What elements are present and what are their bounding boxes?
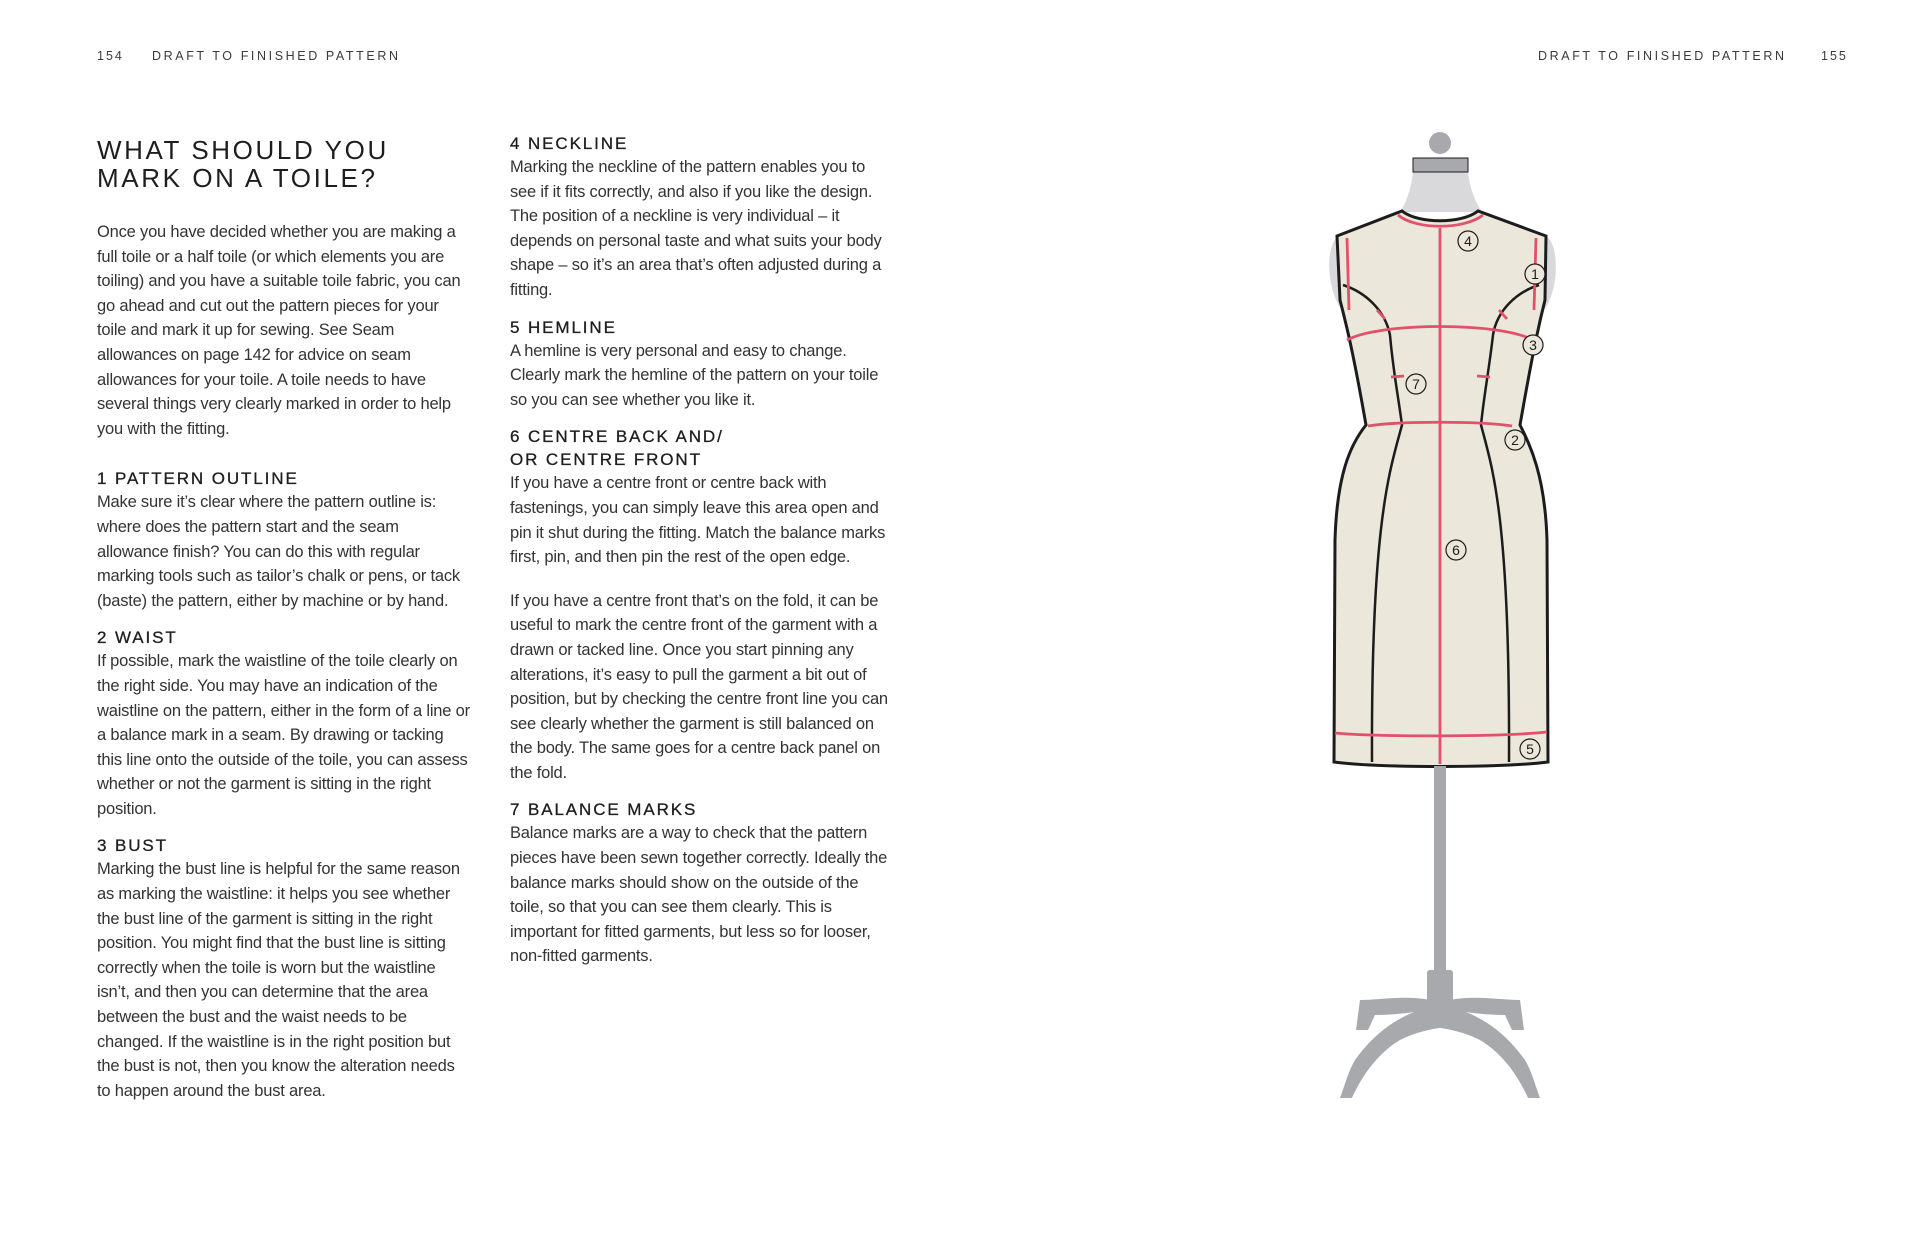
svg-text:3: 3 [1529, 337, 1537, 353]
right-running-head: DRAFT TO FINISHED PATTERN [1538, 49, 1787, 63]
title-line-1: WHAT SHOULD YOU [97, 135, 389, 165]
svg-text:5: 5 [1526, 741, 1534, 757]
section-heading: 7 BALANCE MARKS [510, 800, 698, 820]
section-body: Marking the bust line is helpful for the same reason as marking the waistline: it helps you see whether the bust line of the garment is sitting in the right position. You might find that the bust line is sitting correctly when the toile is worn but the waistline isn’t, and then you can determine that the area between the bust and the waist needs to be changed. If the waistline is in the right position but the bust is not, then you know the alteration needs to happen around the bust area. [97, 860, 460, 1100]
heading-line-1: 6 CENTRE BACK AND/ [510, 427, 724, 447]
section-body: A hemline is very personal and easy to change. Clearly mark the hemline of the pattern on your toile so you can see whether you like it. [510, 341, 879, 409]
section-heading: 1 PATTERN OUTLINE [97, 469, 299, 489]
svg-text:6: 6 [1452, 542, 1460, 558]
balance-mark [1477, 376, 1490, 377]
svg-text:1: 1 [1531, 266, 1539, 282]
section-body: Marking the neckline of the pattern enables you to see if it fits correctly, and also if you like the design. The position of a neckline is very individual – it depends on personal taste and what suits your body shape – so it’s an area that’s often adjusted during a fitting. [510, 158, 882, 299]
right-page-number: 155 [1821, 49, 1848, 63]
section-body: If possible, mark the waistline of the toile clearly on the right side. You may have an indication of the waistline on the pattern, either in the form of a line or a balance mark in a seam. By drawing or tacking this line onto the outside of the toile, you can assess whether or not the garment is sitting in the right position. [97, 652, 470, 818]
svg-text:7: 7 [1412, 376, 1420, 392]
outline-left-marking [1347, 238, 1349, 310]
section-heading: 3 BUST [97, 836, 168, 856]
svg-text:4: 4 [1464, 233, 1472, 249]
section-heading: 2 WAIST [97, 628, 178, 648]
section-heading: 5 HEMLINE [510, 317, 617, 337]
section-heading: 4 NECKLINE [510, 134, 629, 153]
dress-form-stand [1340, 766, 1540, 1098]
heading-line-2: OR CENTRE FRONT [510, 450, 702, 470]
title-line-2: MARK ON A TOILE? [97, 163, 378, 193]
intro-paragraph: Once you have decided whether you are making a full toile or a half toile (or which elements you are toiling) and you have a suitable toile fabric, you can go ahead and cut out the pattern pieces for your toile and mark it up for sewing. See Seam allowances on page 142 for advice on seam allowances for your toile. A toile needs to have several things very clearly marked in order to help you with the fitting. [97, 223, 461, 438]
balance-mark [1391, 376, 1404, 377]
section-body: Balance marks are a way to check that the pattern pieces have been sewn together correctly. Ideally the balance marks should show on the outside of the toile, so that you can see them clearly. This is important for fitted garments, but less so for looser, non-fitted garments. [510, 824, 888, 966]
section-body: If you have a centre front that’s on the fold, it can be useful to mark the centre front of the garment with a drawn or tacked line. Once you start pinning any alterations, it’s easy to pull the garment a bit out of position, but by checking the centre front line you can see clearly whether the garment is still balanced on the body. The same goes for a centre back panel on the fold. [510, 591, 888, 782]
svg-text:2: 2 [1511, 432, 1519, 448]
section-body: If you have a centre front or centre back with fastenings, you can simply leave this area open and pin it shut during the fitting. Match the balance marks first, pin, and then pin the rest of the open edge. [510, 474, 886, 567]
left-page-number: 154 [97, 49, 124, 63]
left-running-head: DRAFT TO FINISHED PATTERN [152, 49, 401, 63]
dress-form-cap [1413, 132, 1468, 172]
section-body: Make sure it’s clear where the pattern outline is: where does the pattern start and the seam allowance finish? You can do this with regular marking tools such as tailor’s chalk or pens, or tack (baste) the pattern, either by machine or by hand. [97, 493, 460, 610]
